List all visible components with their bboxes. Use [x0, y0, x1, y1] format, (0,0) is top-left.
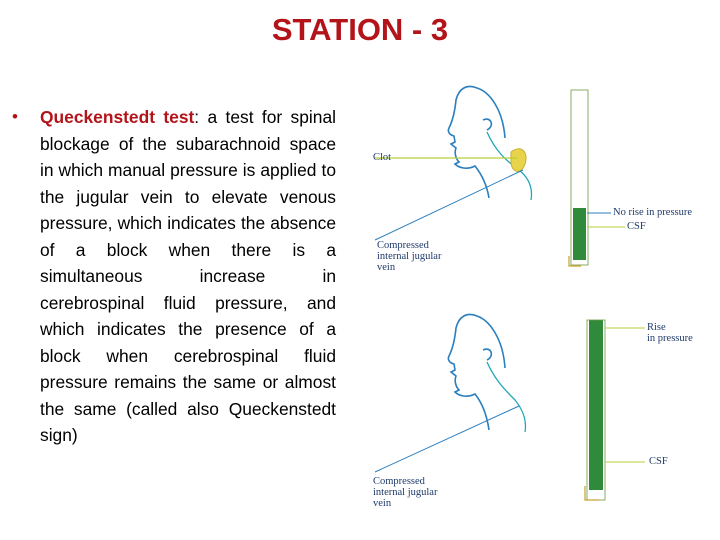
- bottom-csf-column: [589, 320, 603, 490]
- label-compressed-vein-bottom-2: internal jugular: [373, 487, 438, 498]
- label-in-pressure: in pressure: [647, 333, 693, 344]
- bottom-neck-vessels: [487, 362, 526, 432]
- diagram-svg: [355, 80, 715, 520]
- top-ear: [483, 119, 491, 130]
- label-compressed-vein-top-2: internal jugular: [377, 251, 442, 262]
- bullet-item: [12, 104, 336, 449]
- label-csf-bottom: CSF: [649, 456, 668, 467]
- bottom-head-figure: [448, 315, 505, 431]
- label-rise: Rise: [647, 322, 666, 333]
- label-compressed-vein-top-3: vein: [377, 262, 396, 273]
- bottom-vein-leader: [375, 406, 519, 472]
- top-vein-leader: [375, 170, 523, 240]
- term-queckenstedt-test: Queckenstedt test: [40, 107, 195, 127]
- label-clot: Clot: [373, 152, 392, 163]
- top-head-outline: [448, 87, 505, 199]
- queckenstedt-diagram: [355, 80, 715, 520]
- top-csf-column: [573, 208, 586, 260]
- label-csf-top: CSF: [627, 221, 646, 232]
- label-compressed-vein-bottom-3: vein: [373, 498, 392, 509]
- label-no-rise-in-pressure: No rise in pressure: [613, 207, 693, 218]
- term-definition: : a test for spinal blockage of the subarachnoid space in which manual pressure is applied to the jugular vein to elevate venous pressure, which indicates the absence of a block when there is a simultaneous increase in cerebrospinal fluid pressure, and which indicates the presence of a block when cerebrospinal fluid pressure remains the same or almost the same (called also Queckenstedt sign): [40, 107, 336, 445]
- label-compressed-vein-top-1: Compressed: [377, 240, 429, 251]
- bottom-ear: [483, 349, 491, 360]
- bullet-text: [40, 104, 336, 449]
- label-compressed-vein-bottom-1: Compressed: [373, 476, 425, 487]
- top-neck-vessels: [487, 132, 532, 200]
- slide-title: STATION - 3: [271, 12, 449, 47]
- top-clot: [511, 149, 526, 172]
- bottom-head-outline: [448, 315, 505, 431]
- bullet-dot-icon: •: [12, 107, 18, 126]
- top-head-figure: [448, 87, 505, 199]
